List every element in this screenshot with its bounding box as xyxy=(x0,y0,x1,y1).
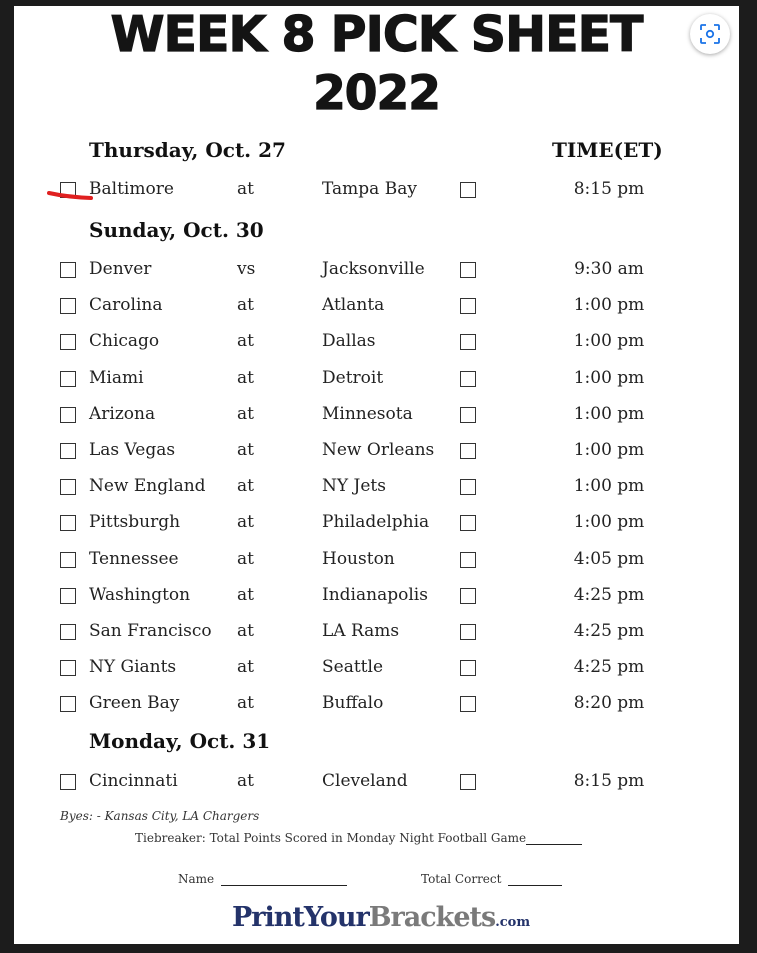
away-team: NY Giants xyxy=(89,657,177,677)
away-pick-checkbox[interactable] xyxy=(60,407,76,423)
game-row xyxy=(0,692,757,722)
image-search-icon xyxy=(699,23,721,45)
game-time: 4:05 pm xyxy=(573,549,645,569)
matchup-separator: at xyxy=(237,771,254,791)
matchup-separator: at xyxy=(237,440,254,460)
home-team: Jacksonville xyxy=(322,259,425,279)
home-team: Atlanta xyxy=(322,295,385,315)
game-time: 1:00 pm xyxy=(573,295,645,315)
day-header: Sunday, Oct. 30 xyxy=(89,218,264,242)
away-team: Arizona xyxy=(89,404,156,424)
game-time: 8:15 pm xyxy=(573,179,645,199)
away-pick-checkbox[interactable] xyxy=(60,443,76,459)
name-label: Name xyxy=(178,872,215,886)
game-time: 1:00 pm xyxy=(573,476,645,496)
matchup-separator: at xyxy=(237,549,254,569)
home-pick-checkbox[interactable] xyxy=(460,182,476,198)
away-pick-checkbox[interactable] xyxy=(60,371,76,387)
away-pick-checkbox[interactable] xyxy=(60,298,76,314)
away-team: Carolina xyxy=(89,295,163,315)
away-team: Washington xyxy=(89,585,191,605)
name-blank[interactable] xyxy=(221,873,347,886)
home-pick-checkbox[interactable] xyxy=(460,298,476,314)
home-team: Seattle xyxy=(322,657,384,677)
matchup-separator: at xyxy=(237,295,254,315)
game-row xyxy=(0,620,757,650)
home-pick-checkbox[interactable] xyxy=(460,334,476,350)
game-time: 1:00 pm xyxy=(573,368,645,388)
game-row xyxy=(0,178,757,208)
home-team: New Orleans xyxy=(322,440,435,460)
game-time: 1:00 pm xyxy=(573,440,645,460)
matchup-separator: at xyxy=(237,657,254,677)
away-team: Green Bay xyxy=(89,693,180,713)
home-pick-checkbox[interactable] xyxy=(460,443,476,459)
home-team: Philadelphia xyxy=(322,512,430,532)
game-time: 4:25 pm xyxy=(573,585,645,605)
home-pick-checkbox[interactable] xyxy=(460,262,476,278)
total-correct-blank[interactable] xyxy=(508,873,562,886)
game-time: 1:00 pm xyxy=(573,404,645,424)
away-pick-checkbox[interactable] xyxy=(60,334,76,350)
matchup-separator: vs xyxy=(237,259,256,279)
tiebreaker-text: Tiebreaker: Total Points Scored in Monday Night Football Game xyxy=(135,831,527,845)
matchup-separator: at xyxy=(237,512,254,532)
total-correct-field xyxy=(421,872,562,886)
game-time: 1:00 pm xyxy=(573,331,645,351)
game-row xyxy=(0,439,757,469)
game-row xyxy=(0,475,757,505)
matchup-separator: at xyxy=(237,331,254,351)
away-pick-checkbox[interactable] xyxy=(60,588,76,604)
game-row xyxy=(0,367,757,397)
home-pick-checkbox[interactable] xyxy=(460,552,476,568)
matchup-separator: at xyxy=(237,476,254,496)
away-team: Miami xyxy=(89,368,144,388)
away-team: Baltimore xyxy=(89,179,174,199)
home-team: Minnesota xyxy=(322,404,413,424)
home-pick-checkbox[interactable] xyxy=(460,660,476,676)
brand-part-1: PrintYour xyxy=(232,902,369,933)
tiebreaker-blank[interactable] xyxy=(526,832,582,845)
away-pick-checkbox[interactable] xyxy=(60,696,76,712)
home-pick-checkbox[interactable] xyxy=(460,371,476,387)
matchup-separator: at xyxy=(237,368,254,388)
away-pick-checkbox[interactable] xyxy=(60,262,76,278)
home-team: Tampa Bay xyxy=(322,179,417,199)
away-team: Cincinnati xyxy=(89,771,178,791)
home-team: Cleveland xyxy=(322,771,408,791)
home-pick-checkbox[interactable] xyxy=(460,407,476,423)
away-team: New England xyxy=(89,476,206,496)
home-team: Indianapolis xyxy=(322,585,428,605)
game-time: 4:25 pm xyxy=(573,621,645,641)
home-pick-checkbox[interactable] xyxy=(460,774,476,790)
away-team: Pittsburgh xyxy=(89,512,181,532)
game-time: 8:20 pm xyxy=(573,693,645,713)
home-pick-checkbox[interactable] xyxy=(460,479,476,495)
home-team: NY Jets xyxy=(322,476,386,496)
matchup-separator: at xyxy=(237,179,254,199)
home-team: Dallas xyxy=(322,331,376,351)
game-time: 9:30 am xyxy=(574,259,644,279)
game-row xyxy=(0,584,757,614)
home-pick-checkbox[interactable] xyxy=(460,624,476,640)
day-header: Monday, Oct. 31 xyxy=(89,729,271,753)
game-row xyxy=(0,403,757,433)
away-pick-checkbox[interactable] xyxy=(60,479,76,495)
away-team: Tennessee xyxy=(89,549,179,569)
tiebreaker-line xyxy=(135,831,582,845)
game-row xyxy=(0,770,757,800)
day-header: Thursday, Oct. 27 xyxy=(89,138,286,162)
game-time: 8:15 pm xyxy=(573,771,645,791)
game-row xyxy=(0,294,757,324)
home-team: Buffalo xyxy=(322,693,384,713)
away-pick-checkbox[interactable] xyxy=(60,660,76,676)
time-column-header: TIME(ET) xyxy=(552,138,663,162)
game-time: 4:25 pm xyxy=(573,657,645,677)
home-pick-checkbox[interactable] xyxy=(460,696,476,712)
away-pick-checkbox[interactable] xyxy=(60,552,76,568)
red-pen-mark xyxy=(47,189,93,201)
matchup-separator: at xyxy=(237,585,254,605)
total-correct-label: Total Correct xyxy=(421,872,502,886)
away-pick-checkbox[interactable] xyxy=(60,624,76,640)
brand-logo[interactable] xyxy=(232,904,530,931)
home-team: Detroit xyxy=(322,368,384,388)
game-row xyxy=(0,656,757,686)
game-row xyxy=(0,511,757,541)
visual-search-button[interactable] xyxy=(690,14,730,54)
home-team: Houston xyxy=(322,549,395,569)
byes-note: Byes: - Kansas City, LA Chargers xyxy=(60,809,260,823)
away-team: Chicago xyxy=(89,331,160,351)
brand-part-3: .com xyxy=(495,915,531,930)
game-row xyxy=(0,258,757,288)
game-time: 1:00 pm xyxy=(573,512,645,532)
brand-part-2: Brackets xyxy=(368,902,496,933)
home-team: LA Rams xyxy=(322,621,400,641)
home-pick-checkbox[interactable] xyxy=(460,515,476,531)
matchup-separator: at xyxy=(237,621,254,641)
away-pick-checkbox[interactable] xyxy=(60,774,76,790)
away-team: Denver xyxy=(89,259,152,279)
sheet-title: WEEK 8 PICK SHEET xyxy=(110,6,643,63)
game-row xyxy=(0,548,757,578)
sheet-year: 2022 xyxy=(313,66,440,121)
name-field xyxy=(178,872,347,886)
matchup-separator: at xyxy=(237,693,254,713)
home-pick-checkbox[interactable] xyxy=(460,588,476,604)
matchup-separator: at xyxy=(237,404,254,424)
away-team: San Francisco xyxy=(89,621,212,641)
away-pick-checkbox[interactable] xyxy=(60,515,76,531)
away-team: Las Vegas xyxy=(89,440,176,460)
game-row xyxy=(0,330,757,360)
